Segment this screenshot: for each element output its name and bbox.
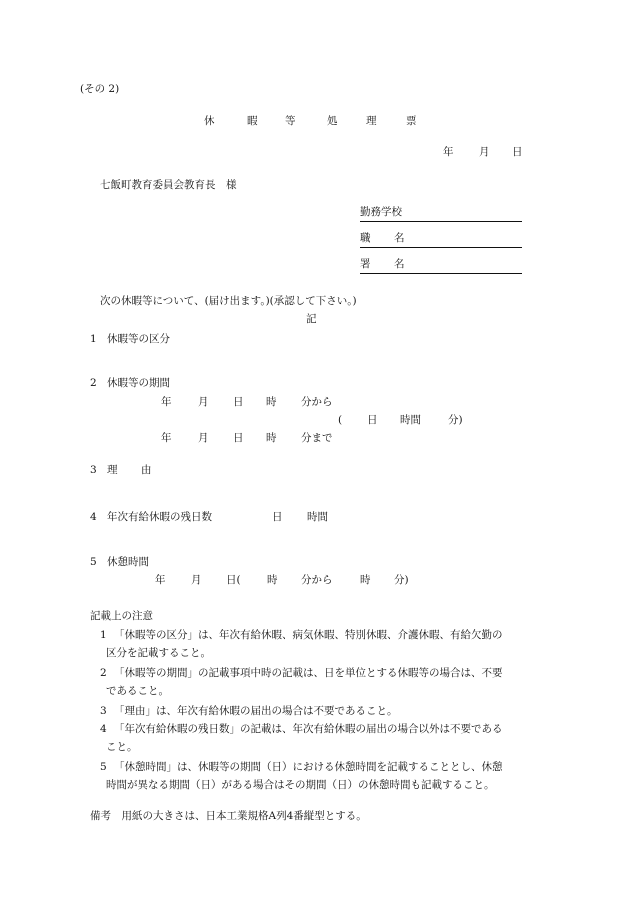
remaining-days-unit: 日 (272, 511, 283, 523)
break-from-minute: 分から (301, 574, 333, 586)
title-char: 暇 (247, 115, 258, 127)
section-4-label: 年次有給休暇の残日数 (107, 511, 212, 523)
ki-label: 記 (306, 313, 317, 325)
to-month: 月 (198, 432, 209, 444)
intro-text: 次の休暇等について、(届け出ます。)(承認して下さい。) (100, 295, 357, 307)
total-hour: 時間 (400, 414, 421, 426)
note-line2: こと。 (106, 741, 138, 753)
position-label-a: 職 (360, 232, 371, 244)
to-day: 日 (233, 432, 244, 444)
signature-label-a: 署 (360, 258, 371, 270)
title-char: 票 (406, 115, 417, 127)
break-year: 年 (155, 574, 166, 586)
title-char: 休 (204, 115, 215, 127)
from-hour: 時 (266, 396, 277, 408)
from-month: 月 (198, 396, 209, 408)
section-4-num: 4 (90, 511, 97, 523)
note-line1: 「理由」は、年次有給休暇の届出の場合は不要であること。 (114, 705, 398, 717)
position-label-b: 名 (394, 232, 405, 244)
note-num: 1 (100, 629, 107, 641)
from-day: 日 (233, 396, 244, 408)
total-minute: 分) (448, 414, 463, 426)
section-3-label-a: 理 (107, 464, 118, 476)
section-2-label: 休暇等の期間 (107, 377, 170, 389)
signature-label-b: 名 (394, 258, 405, 270)
note-line1: 「休憩時間」は、休暇等の期間（日）における休憩時間を記載することとし、休憩 (114, 761, 503, 773)
title-char: 等 (285, 115, 296, 127)
note-item (100, 758, 550, 794)
section-3-label-b: 由 (141, 464, 152, 476)
date-year: 年 (443, 146, 454, 158)
to-year: 年 (161, 432, 172, 444)
note-line1: 「休暇等の期間」の記載事項中時の記載は、日を単位とする休暇等の場合は、不要 (114, 667, 503, 679)
note-line1: 「年次有給休暇の残日数」の記載は、年次有給休暇の届出の場合以外は不要である (114, 723, 503, 735)
section-3-num: 3 (90, 464, 97, 476)
signature-field[interactable] (360, 259, 522, 274)
title-char: 処 (327, 115, 338, 127)
total-day: 日 (367, 414, 378, 426)
break-from-hour: 時 (267, 574, 278, 586)
school-field[interactable] (360, 207, 522, 222)
note-num: 5 (100, 761, 107, 773)
note-item (100, 720, 550, 756)
note-line2: 時間が異なる期間（日）がある場合はその期間（日）の休憩時間も記載すること。 (106, 779, 495, 791)
note-num: 4 (100, 723, 107, 735)
note-num: 3 (100, 705, 107, 717)
date-day: 日 (512, 146, 523, 158)
position-field[interactable] (360, 233, 522, 248)
note-line2: であること。 (106, 685, 169, 697)
remark: 備考 用紙の大きさは、日本工業規格A列4番縦型とする。 (90, 810, 367, 822)
note-line2: 区分を記載すること。 (106, 647, 211, 659)
from-minute: 分から (301, 396, 333, 408)
remaining-hours-unit: 時間 (307, 511, 328, 523)
note-item (100, 664, 550, 700)
from-year: 年 (161, 396, 172, 408)
to-minute: 分まで (301, 432, 333, 444)
section-2-num: 2 (90, 377, 97, 389)
section-1-label: 休暇等の区分 (107, 333, 170, 345)
addressee: 七飯町教育委員会教育長 様 (100, 179, 237, 191)
break-to-hour: 時 (360, 574, 371, 586)
note-line1: 「休暇等の区分」は、年次有給休暇、病気休暇、特別休暇、介護休暇、有給欠勤の (114, 629, 503, 641)
break-day: 日( (226, 574, 241, 586)
section-1-num: 1 (90, 333, 97, 345)
section-5-num: 5 (90, 556, 97, 568)
title-char: 理 (366, 115, 377, 127)
school-label: 勤務学校 (360, 206, 402, 218)
break-to-minute: 分) (394, 574, 409, 586)
part-label: (その 2) (80, 83, 120, 95)
to-hour: 時 (266, 432, 277, 444)
note-item (100, 626, 550, 662)
date-month: 月 (479, 146, 490, 158)
section-5-label: 休憩時間 (107, 556, 149, 568)
note-num: 2 (100, 667, 107, 679)
break-month: 月 (191, 574, 202, 586)
notes-title: 記載上の注意 (90, 610, 153, 622)
total-open: ( (338, 414, 343, 426)
note-item (100, 702, 550, 720)
